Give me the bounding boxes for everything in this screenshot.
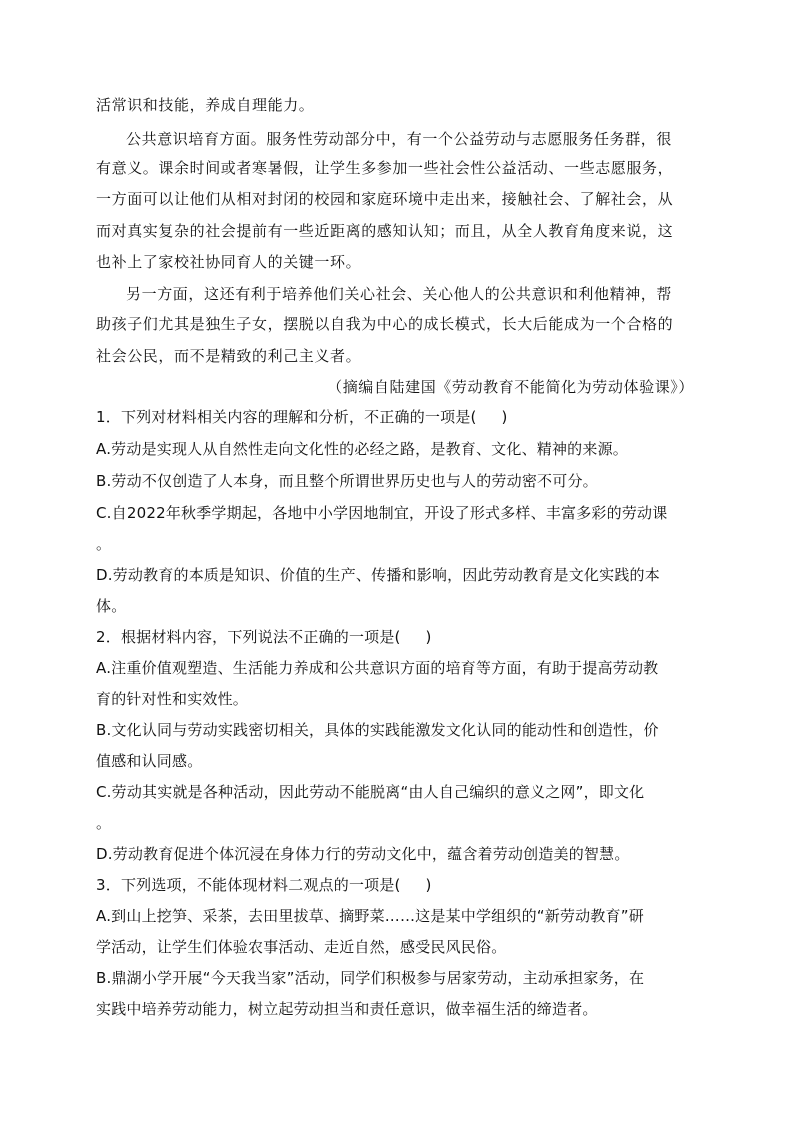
passage-line: 另一方面，这还有利于培养他们关心社会、关心他人的公共意识和利他精神，帮 <box>126 285 673 303</box>
option-b-continued: 值感和认同感。 <box>96 752 203 770</box>
passage-line: 而对真实复杂的社会提前有一些近距离的感知认知；而且，从全人教育角度来说，这 <box>96 222 674 240</box>
passage-line: 也补上了家校社协同育人的关键一环。 <box>96 253 362 271</box>
option-b: B.文化认同与劳动实践密切相关，具体的实践能激发文化认同的能动性和创造性，价 <box>96 721 659 739</box>
option-a: A.到山上挖笋、采茶，去田里拔草、摘野菜……这是某中学组织的“新劳动教育”研 <box>96 907 644 925</box>
option-b-continued: 实践中培养劳动能力，树立起劳动担当和责任意识，做幸福生活的缔造者。 <box>96 1000 598 1018</box>
question-stem: 2．根据材料内容，下列说法不正确的一项是( ) <box>96 628 432 646</box>
passage-line: 一方面可以让他们从相对封闭的校园和家庭环境中走出来，接触社会、了解社会，从 <box>96 190 674 208</box>
passage-line: 社会公民，而不是精致的利己主义者。 <box>96 347 362 365</box>
option-a-continued: 学活动，让学生们体验农事活动、走近自然，感受民风民俗。 <box>96 938 507 956</box>
passage-line: 公共意识培育方面。服务性劳动部分中，有一个公益劳动与志愿服务任务群，很 <box>126 130 673 148</box>
option-b: B.劳动不仅创造了人本身，而且整个所谓世界历史也与人的劳动密不可分。 <box>96 472 598 490</box>
option-c: C.劳动其实就是各种活动，因此劳动不能脱离“由人自己编织的意义之网”，即文化 <box>96 783 645 801</box>
option-d: D.劳动教育促进个体沉浸在身体力行的劳动文化中，蕴含着劳动创造美的智慧。 <box>96 845 630 863</box>
option-a: A.注重价值观塑造、生活能力养成和公共意识方面的培育等方面，有助于提高劳动教 <box>96 659 659 677</box>
option-d-continued: 体。 <box>96 597 127 615</box>
option-c-continued: 。 <box>96 814 112 832</box>
passage-line: 有意义。课余时间或者寒暑假，让学生多参加一些社会性公益活动、一些志愿服务， <box>96 159 674 177</box>
option-c: C.自2022年秋季学期起，各地中小学因地制宜，开设了形式多样、丰富多彩的劳动课 <box>96 504 668 522</box>
question-stem: 3．下列选项，不能体现材料二观点的一项是( ) <box>96 876 432 894</box>
option-a: A.劳动是实现人从自然性走向文化性的必经之路，是教育、文化、精神的来源。 <box>96 440 628 458</box>
source-citation: （摘编自陆建国《劳动教育不能简化为劳动体验课》） <box>327 378 694 396</box>
option-c-continued: 。 <box>96 535 112 553</box>
passage-line: 助孩子们尤其是独生子女，摆脱以自我为中心的成长模式，长大后能成为一个合格的 <box>96 315 674 333</box>
option-b: B.鼎湖小学开展“今天我当家”活动，同学们积极参与居家劳动，主动承担家务，在 <box>96 969 645 987</box>
passage-line: 活常识和技能，养成自理能力。 <box>96 96 315 114</box>
option-d: D.劳动教育的本质是知识、价值的生产、传播和影响，因此劳动教育是文化实践的本 <box>96 566 660 584</box>
question-stem: 1．下列对材料相关内容的理解和分析，不正确的一项是( ) <box>96 408 508 426</box>
option-a-continued: 育的针对性和实效性。 <box>96 690 249 708</box>
